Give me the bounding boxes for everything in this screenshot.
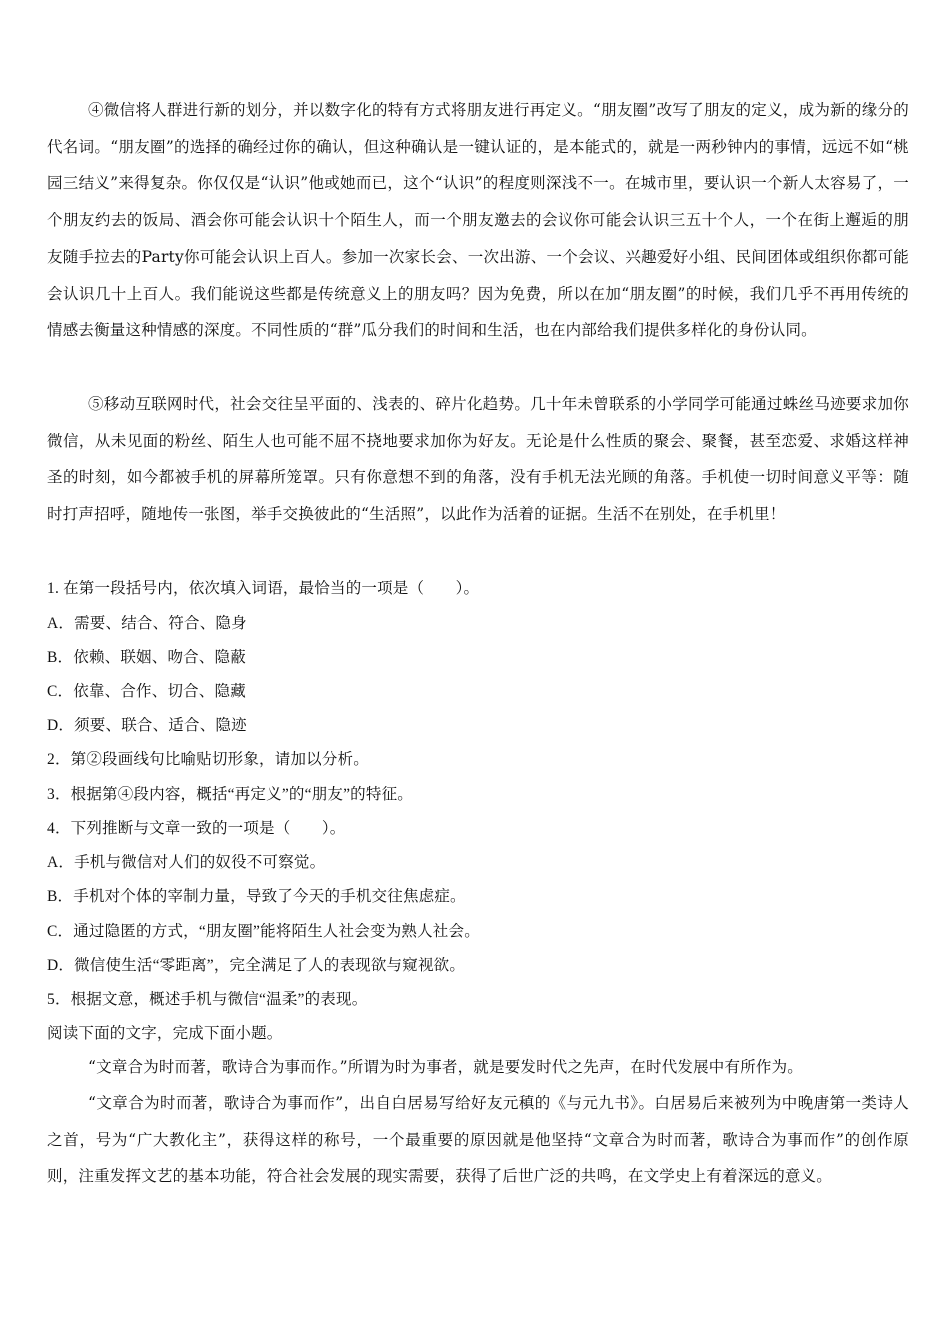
reading-instruction: 阅读下面的文字，完成下面小题。 (47, 1025, 283, 1042)
question-4: 4．下列推断与文章一致的一项是（ ）。 (47, 820, 346, 837)
passage2-paragraph-1: “文章合为时而著，歌诗合为事而作。”所谓为时为事者，就是要发时代之先声，在时代发展中有所作为。 (88, 1058, 804, 1076)
question-2: 2．第②段画线句比喻贴切形象，请加以分析。 (47, 751, 369, 768)
question-1-option-a: A．需要、结合、符合、隐身 (47, 615, 247, 632)
question-1-option-c: C．依靠、合作、切合、隐藏 (47, 683, 246, 700)
question-1-option-b: B．依赖、联姻、吻合、隐蔽 (47, 649, 246, 666)
question-3: 3．根据第④段内容，概括“再定义”的“朋友”的特征。 (47, 786, 413, 803)
question-5: 5．根据文意，概述手机与微信“温柔”的表现。 (47, 991, 368, 1008)
question-4-option-c: C．通过隐匿的方式，“朋友圈”能将陌生人社会变为熟人社会。 (47, 923, 480, 940)
passage2-paragraph-2: “文章合为时而著，歌诗合为事而作”，出自白居易写给好友元稹的《与元九书》。白居易后来被列为中晚唐第一类诗人之首，号为“广大教化主”，获得这样的称号，一个最重要的原因就是他坚持“文章合为时而著，歌诗合为事而作”的创作原则，注重发挥文艺的基本功能，符合社会发展的现实需要，获得了后世广泛的共鸣，在文学史上有着深远的意义。 (47, 1094, 909, 1186)
question-1: 1. 在第一段括号内，依次填入词语，最恰当的一项是（ ）。 (47, 580, 480, 597)
question-4-option-b: B．手机对个体的宰制力量，导致了今天的手机交往焦虑症。 (47, 888, 466, 905)
question-1-option-d: D．须要、联合、适合、隐迹 (47, 717, 247, 734)
question-4-option-a: A．手机与微信对人们的奴役不可察觉。 (47, 854, 326, 871)
paragraph-5: ⑤移动互联网时代，社会交往呈平面的、浅表的、碎片化趋势。几十年未曾联系的小学同学可能通过蛛丝马迹要求加你微信，从未见面的粉丝、陌生人也可能不屈不挠地要求加你为好友。无论是什么性质的聚会、聚餐，甚至恋爱、求婚这样神圣的时刻，如今都被手机的屏幕所笼罩。只有你意想不到的角落，没有手机无法光顾的角落。手机使一切时间意义平等：随时打声招呼，随地传一张图，举手交换彼此的“生活照”，以此作为活着的证据。生活不在别处，在手机里！ (47, 395, 909, 524)
question-4-option-d: D．微信使生活“零距离”，完全满足了人的表现欲与窥视欲。 (47, 957, 466, 974)
paragraph-4: ④微信将人群进行新的划分，并以数字化的特有方式将朋友进行再定义。“朋友圈”改写了朋友的定义，成为新的缘分的代名词。“朋友圈”的选择的确经过你的确认，但这种确认是一键认证的，是本能式的，就是一两秒钟内的事情，远远不如“桃园三结义”来得复杂。你仅仅是“认识”他或她而已，这个“认识”的程度则深浅不一。在城市里，要认识一个新人太容易了，一个朋友约去的饭局、酒会你可能会认识十个陌生人，而一个朋友邀去的会议你可能会认识三五十个人，一个在街上邂逅的朋友随手拉去的Party你可能会认识上百人。参加一次家长会、一次出游、一个会议、兴趣爱好小组、民间团体或组织你都可能会认识几十上百人。我们能说这些都是传统意义上的朋友吗？因为免费，所以在加“朋友圈”的时候，我们几乎不再用传统的情感去衡量这种情感的深度。不同性质的“群”瓜分我们的时间和生活，也在内部给我们提供多样化的身份认同。 (47, 101, 909, 340)
